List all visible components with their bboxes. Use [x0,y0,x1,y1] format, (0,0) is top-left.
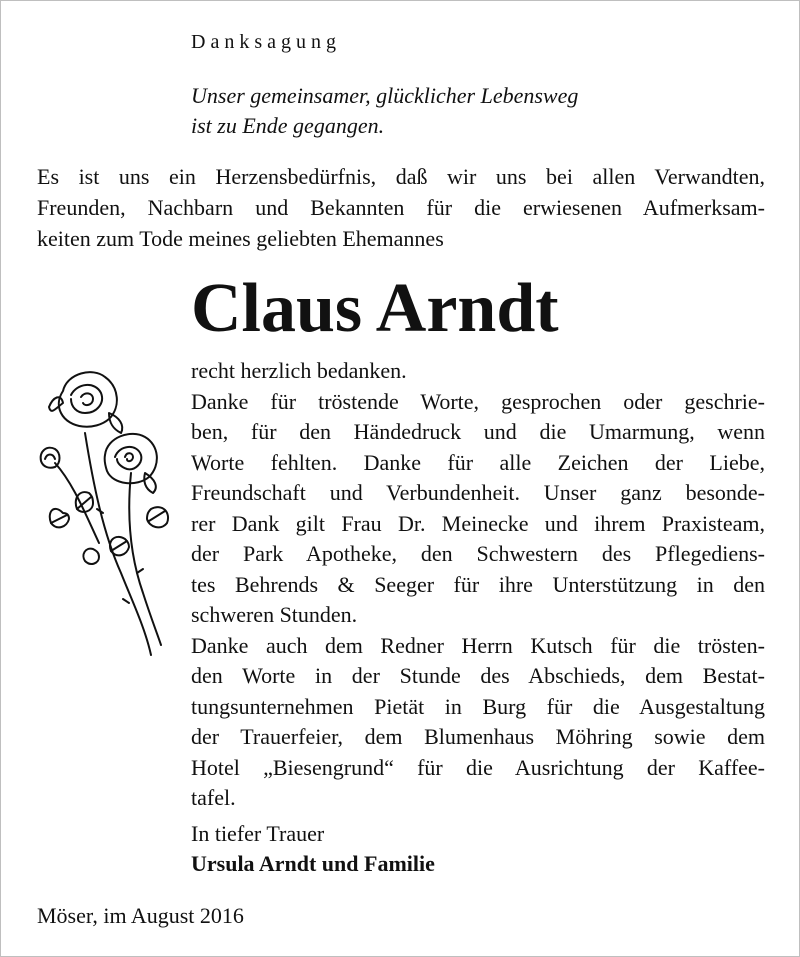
body-line: Freundschaft und Verbundenheit. Unser ganz besonde- [191,480,765,505]
body-line: ben, für den Händedruck und die Umarmung, wenn [191,419,765,444]
body-line: der Trauerfeier, dem Blumenhaus Möhring sowie dem [191,724,765,749]
intro-line: Es ist uns ein Herzensbedürfnis, daß wir uns bei allen Verwandten, [37,164,765,189]
body-line: tungsunternehmen Pietät in Burg für die Ausgestaltung [191,693,765,719]
family-signature: Ursula Arndt und Familie [191,851,435,876]
closing-line: In tiefer Trauer [191,821,325,846]
body-line: Worte fehlten. Danke für alle Zeichen der Liebe, [191,449,765,475]
intro-line: Freunden, Nachbarn und Bekannten für die erwiesenen Aufmerksam- [37,195,765,220]
body-line: Danke auch dem Redner Herrn Kutsch für die trösten- [191,632,765,658]
motto-line: Unser gemeinsamer, glücklicher Lebensweg [191,83,579,108]
body-line: tes Behrends & Seeger für ihre Unterstützung in den [191,571,765,597]
intro-paragraph [37,161,765,254]
place-date: Möser, im August 2016 [37,903,244,928]
intro-line: keiten zum Tode meines geliebten Ehemannes [37,226,444,251]
motto-line: ist zu Ende gegangen. [191,113,385,138]
motto [191,81,711,141]
body-line: tafel. [191,785,236,810]
body-line: der Park Apotheke, den Schwestern des Pflegediens- [191,541,765,566]
roses-icon [33,363,178,663]
closing [191,819,435,879]
deceased-name: Claus Arndt [191,270,559,347]
body-line: Danke für tröstende Worte, gesprochen oder geschrie- [191,388,765,414]
body-line: schweren Stunden. [191,602,358,627]
notice-heading: Danksagung [191,31,341,53]
thanks-paragraph [191,356,765,814]
body-line: recht herzlich bedanken. [191,358,407,383]
body-line: den Worte in der Stunde des Abschieds, dem Bestat- [191,663,765,688]
body-line: rer Dank gilt Frau Dr. Meinecke und ihrem Praxisteam, [191,510,765,536]
body-line: Hotel „Biesengrund“ für die Ausrichtung der Kaffee- [191,754,765,780]
